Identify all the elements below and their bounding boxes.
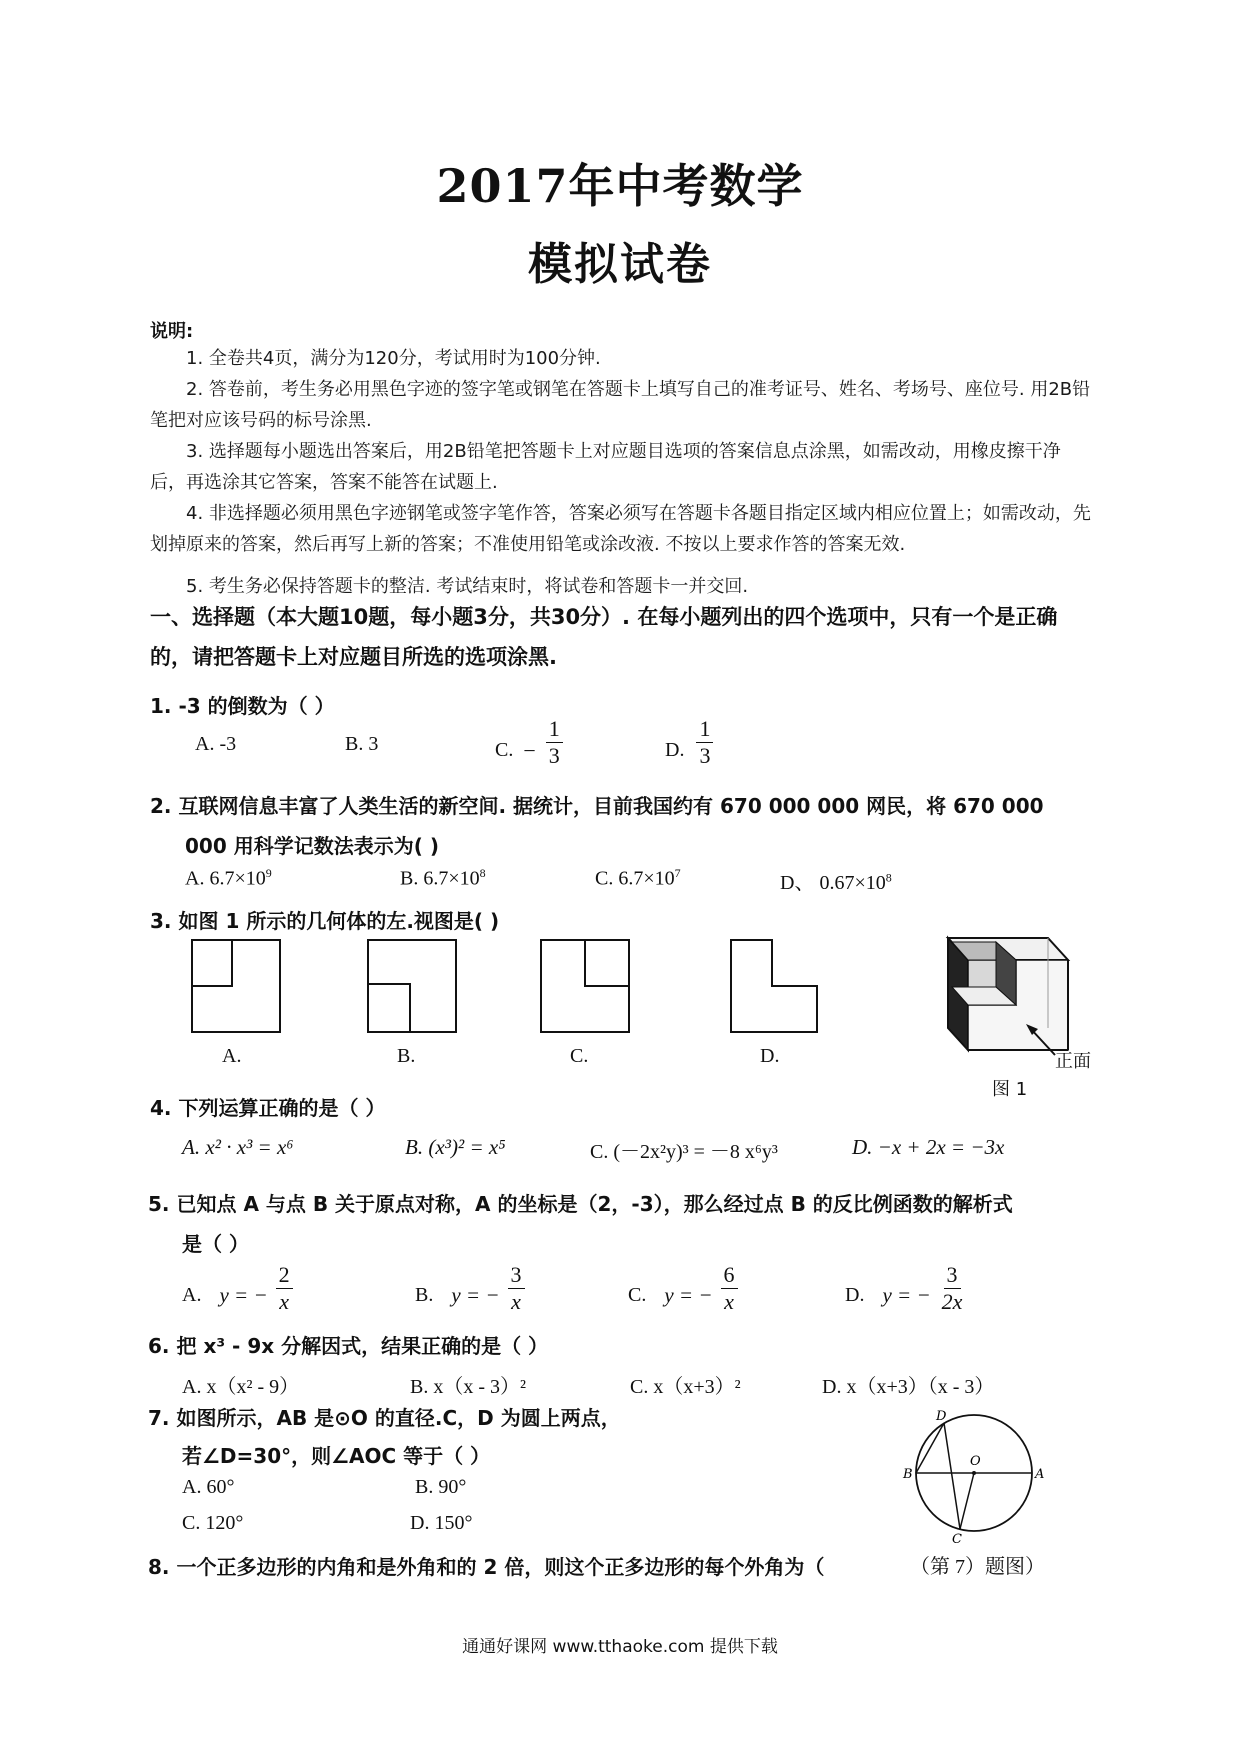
q1-option-a: A. -3 xyxy=(195,733,237,755)
q6-option-a: A. x（x² - 9） xyxy=(182,1376,300,1398)
q2-option-d xyxy=(780,866,892,895)
q7-label-a: A xyxy=(1035,1467,1045,1482)
q5-option-d xyxy=(845,1262,965,1315)
q2-stem-line2: 000 用科学记数法表示为( ) xyxy=(185,834,439,858)
q5-c-label: C. xyxy=(628,1284,647,1306)
q7-circle-figure xyxy=(900,1405,1050,1545)
q5-a-numerator: 2 xyxy=(276,1262,293,1289)
instruction-item-1: 1. 全卷共4页，满分为120分，考试用时为100分钟. xyxy=(186,348,601,369)
q7-option-d: D. 150° xyxy=(410,1512,473,1534)
q5-option-c xyxy=(628,1262,738,1315)
q1-stem: 1. -3 的倒数为（ ） xyxy=(150,694,335,718)
q4-stem: 4. 下列运算正确的是（ ） xyxy=(150,1096,386,1120)
q4-option-b: B. (x³)² = x⁵ xyxy=(405,1135,506,1159)
doc-title-line1: 2017年中考数学 xyxy=(436,159,804,213)
q7-stem-line1: 7. 如图所示，AB 是⊙O 的直径.C，D 为圆上两点， xyxy=(148,1406,621,1430)
q7-stem-line2: 若∠D=30°，则∠AOC 等于（ ） xyxy=(182,1444,491,1468)
q3-label-d: D. xyxy=(760,1045,780,1067)
instruction-item-5: 5. 考生务必保持答题卡的整洁. 考试结束时，将试卷和答题卡一并交回. xyxy=(186,576,749,597)
q1-option-b: B. 3 xyxy=(345,733,379,755)
q5-stem-line2: 是（ ） xyxy=(182,1232,249,1256)
q7-label-b: B xyxy=(903,1467,913,1482)
q2-d-exp: 8 xyxy=(885,870,892,885)
q1-c-denominator: 3 xyxy=(548,743,560,768)
q3-view-b xyxy=(368,940,456,1032)
q6-option-b: B. x（x - 3）² xyxy=(410,1376,526,1398)
q7-option-b: B. 90° xyxy=(415,1476,467,1498)
q2-c-exp: 7 xyxy=(674,866,681,880)
q1-c-numerator: 1 xyxy=(546,716,563,743)
page-footer: 通通好课网 www.tthaoke.com 提供下载 xyxy=(462,1637,778,1657)
q5-b-label: B. xyxy=(415,1284,434,1306)
q2-a-exp: 9 xyxy=(265,866,272,880)
q4-option-c: C. (－2x²y)³ = －8 x⁶y³ xyxy=(590,1141,778,1163)
q5-b-numerator: 3 xyxy=(508,1262,525,1289)
q5-c-denominator: x xyxy=(724,1289,734,1314)
q2-b-exp: 8 xyxy=(479,866,486,880)
q5-stem-line1: 5. 已知点 A 与点 B 关于原点对称，A 的坐标是（2，-3），那么经过点 B 的反比例函数的解析式 xyxy=(148,1192,1013,1216)
q7-option-c: C. 120° xyxy=(182,1512,244,1534)
q2-b-base: B. 6.7×10 xyxy=(400,867,480,890)
q1-c-label: C. xyxy=(495,739,514,761)
q5-c-numerator: 6 xyxy=(721,1262,738,1289)
q1-option-c xyxy=(495,716,563,769)
instruction-item-2: 2. 答卷前，考生务必用黑色字迹的签字笔或钢笔在答题卡上填写自己的准考证号、姓名、考场号、座位号. 用2B铅笔把对应该号码的标号涂黑. xyxy=(150,379,1091,431)
q5-option-a xyxy=(182,1262,293,1315)
q5-d-denominator: 2x xyxy=(941,1289,963,1314)
q3-label-a: A. xyxy=(222,1045,242,1067)
q3-front-note: 正面 xyxy=(1055,1051,1091,1072)
q1-d-denominator: 3 xyxy=(699,743,711,768)
q3-figure-caption: 图 1 xyxy=(992,1079,1028,1100)
q7-figure-caption: （第 7）题图） xyxy=(910,1556,1045,1578)
q5-a-denominator: x xyxy=(279,1289,289,1314)
q5-c-lhs: y = − xyxy=(664,1283,713,1307)
q2-a-base: A. 6.7×10 xyxy=(185,867,266,890)
instruction-item-3: 3. 选择题每小题选出答案后，用2B铅笔把答题卡上对应题目选项的答案信息点涂黑，如需改动，用橡皮擦干净后，再选涂其它答案，答案不能答在试题上. xyxy=(150,441,1061,493)
q2-stem-line1: 2. 互联网信息丰富了人类生活的新空间. 据统计，目前我国约有 670 000 000 网民，将 670 000 xyxy=(150,794,1044,818)
q6-option-d: D. x（x+3）（x - 3） xyxy=(822,1376,995,1398)
instructions-heading: 说明: xyxy=(150,321,194,342)
q4-option-a: A. x² · x³ = x⁶ xyxy=(182,1135,294,1159)
q5-d-label: D. xyxy=(845,1284,865,1306)
q1-c-sign: − xyxy=(523,737,536,763)
q5-option-b xyxy=(415,1262,525,1315)
q5-a-lhs: y = − xyxy=(219,1283,268,1307)
q1-d-numerator: 1 xyxy=(696,716,713,743)
q1-d-label: D. xyxy=(665,739,685,761)
q6-option-c: C. x（x+3）² xyxy=(630,1376,741,1398)
q5-d-lhs: y = − xyxy=(882,1283,931,1307)
q7-label-o: O xyxy=(970,1454,981,1469)
q3-view-a xyxy=(192,940,280,1032)
q2-c-base: C. 6.7×10 xyxy=(595,867,675,890)
section-1-header: 一、选择题（本大题10题，每小题3分，共30分）. 在每小题列出的四个选项中，只有一个是正确的，请把答题卡上对应题目所选的选项涂黑. xyxy=(150,605,1058,669)
q5-b-denominator: x xyxy=(511,1289,521,1314)
q3-stem: 3. 如图 1 所示的几何体的左.视图是( ) xyxy=(150,909,500,933)
q8-stem: 8. 一个正多边形的内角和是外角和的 2 倍，则这个正多边形的每个外角为（ xyxy=(148,1555,825,1579)
q5-d-numerator: 3 xyxy=(944,1262,961,1289)
q2-option-a xyxy=(185,866,272,891)
q3-label-c: C. xyxy=(570,1045,589,1067)
q3-figure-1-solid xyxy=(948,938,1068,1050)
q5-b-lhs: y = − xyxy=(451,1283,500,1307)
q7-label-d: D xyxy=(936,1409,947,1424)
q2-option-c xyxy=(595,866,681,891)
q7-label-c: C xyxy=(952,1532,962,1545)
q3-label-b: B. xyxy=(397,1045,416,1067)
q5-a-label: A. xyxy=(182,1284,202,1306)
q3-view-d xyxy=(731,940,817,1032)
q6-stem: 6. 把 x³ - 9x 分解因式，结果正确的是（ ） xyxy=(148,1334,549,1358)
q2-d-base: D、 0.67×10 xyxy=(780,872,886,894)
instruction-item-4: 4. 非选择题必须用黑色字迹钢笔或签字笔作答，答案必须写在答题卡各题目指定区域内相应位置上；如需改动，先划掉原来的答案，然后再写上新的答案；不准使用铅笔或涂改液. 不按以上要求作答的答案无效. xyxy=(150,503,1091,555)
q3-view-c xyxy=(541,940,629,1032)
doc-title-line2: 模拟试卷 xyxy=(528,239,712,290)
q7-option-a: A. 60° xyxy=(182,1476,235,1498)
q1-option-d xyxy=(665,716,713,769)
q4-option-d: D. −x + 2x = −3x xyxy=(852,1135,1005,1159)
q2-option-b xyxy=(400,866,486,891)
q3-figures xyxy=(180,930,1180,1100)
